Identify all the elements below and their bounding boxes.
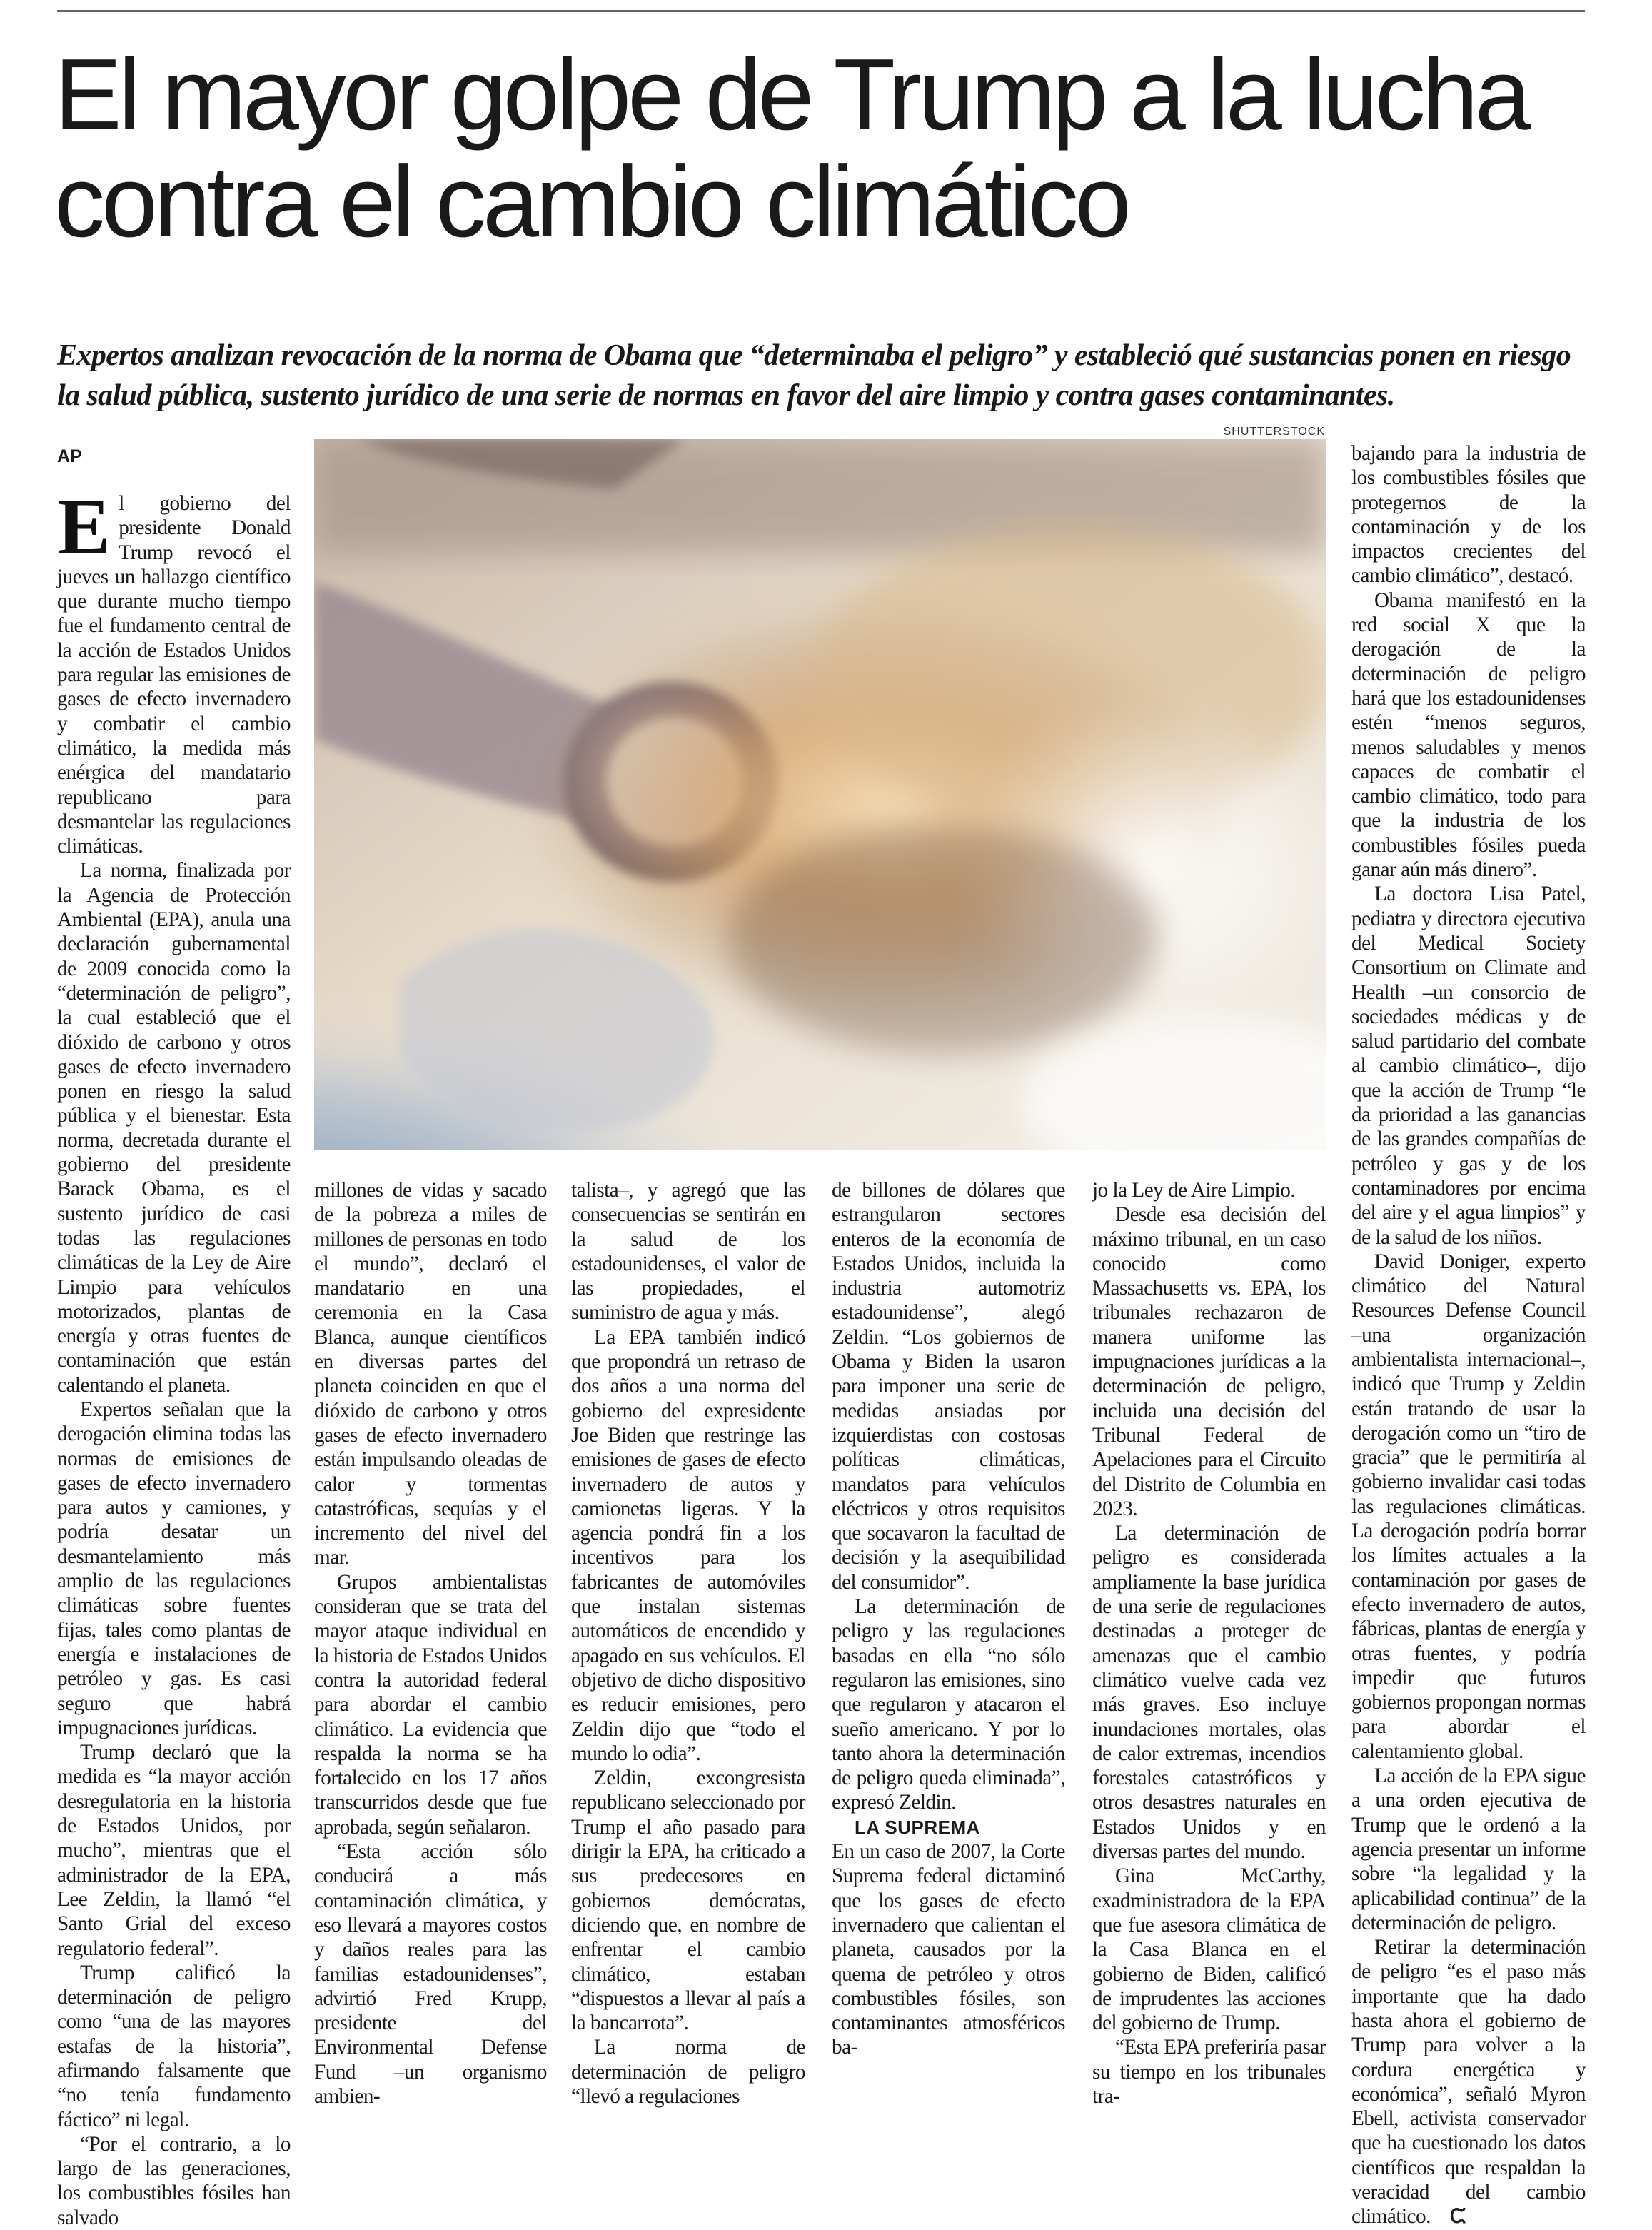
section-subhead: LA SUPREMA xyxy=(855,1816,980,1838)
article-column-3 xyxy=(571,1178,805,2109)
article-paragraph: La norma, finalizada por la Agencia de Protección Ambiental (EPA), anula una declaración gubernamental de 2009 conocida como la “determinación de peligro”, la cual estableció que el dióxido de carbono y otros gases de efecto invernadero ponen en riesgo la salud pública y el bienestar. Esta norma, decretada durante el gobierno del presidente Barack Obama, es el sustento jurídico de casi todas las regulaciones climáticas de la Ley de Aire Limpio para vehículos motorizados, plantas de energía y otras fuentes de contaminación que están calentando el planeta. xyxy=(57,859,291,1397)
drop-cap: E xyxy=(57,483,111,571)
article-paragraph: La doctora Lisa Patel, pediatra y directora ejecutiva del Medical Society Consortium on Climate and Health –un consorcio de sociedades médicas y de salud partidario del combate al cambio climático–, dijo que la acción de Trump “le da prioridad a las ganancias de las grandes compañías de petróleo y gas y de los contaminadores por encima del aire y el agua limpios” y de la salud de los niños. xyxy=(1351,883,1586,1249)
article-paragraph: Expertos señalan que la derogación elimina todas las normas de emisiones de gases de efecto invernadero para autos y camiones, y podría desatar un desmantelamiento más amplio de las regulaciones climáticas sobre fuentes fijas, tales como plantas de energía e instalaciones de petróleo y gas. Es casi seguro que habrá impugnaciones jurídicas. xyxy=(57,1397,291,1739)
article-paragraph: Desde esa decisión del máximo tribunal, en un caso conocido como Massachusetts vs. EPA, los tribunales rechazaron de manera uniforme las impugnaciones jurídicas a la determinación de peligro, incluida una decisión del Tribunal Federal de Apelaciones para el Circuito del Distrito de Columbia en 2023. xyxy=(1092,1203,1326,1520)
article-column-4 xyxy=(832,1178,1065,2060)
article-paragraph: “Esta acción sólo conducirá a más contaminación climática, y eso llevará a mayores costos y daños reales para las familias estadounidenses”, advirtió Fred Krupp, presidente del Environmental Defense Fund –un organismo ambien- xyxy=(314,1840,547,2108)
article-paragraph: Retirar la determinación de peligro “es el paso más importante que ha dado hasta ahora el gobierno de Trump para volver a la cordura energética y económica”, señaló Myron Ebell, activista conservador que ha cuestionado los datos científicos que respaldan la veracidad del cambio climático. ᙅ xyxy=(1351,1936,1586,2229)
article-paragraph: David Doniger, experto climático del Natural Resources Defense Council –una organización ambientalista internacional–, indicó que Trump y Zeldin están tratando de usar la derogación como un “tiro de gracia” que le permitiría al gobierno invalidar casi todas las regulaciones climáticas. La derogación podría borrar los límites actuales a la contaminación por gases de efecto invernadero de autos, fábricas, plantas de energía y otras fuentes, y podría impedir que futuros gobiernos propongan normas para abordar el calentamiento global. xyxy=(1351,1250,1586,1763)
top-rule xyxy=(57,10,1585,12)
article-paragraph: millones de vidas y sacado de la pobreza a miles de millones de personas en todo el mundo”, declaró el mandatario en una ceremonia en la Casa Blanca, aunque científicos en diversas partes del planeta coinciden en que el dióxido de carbono y otros gases de efecto invernadero están impulsando oleadas de calor y tormentas catastróficas, sequías y el incremento del nivel del mar. xyxy=(314,1179,547,1569)
end-mark-icon: ᙅ xyxy=(1450,2206,1466,2229)
article-paragraph: bajando para la industria de los combustibles fósiles que protegernos de la contaminación y de los impactos crecientes del cambio climático”, destacó. xyxy=(1351,442,1586,588)
article-paragraph: La determinación de peligro y las regulaciones basadas en ella “no sólo regularon las emisiones, sino que regularon y atacaron el sueño americano. Y por lo tanto ahora la determinación de peligro queda eliminada”, expresó Zeldin. xyxy=(832,1595,1065,1814)
photo-credit: SHUTTERSTOCK xyxy=(1223,426,1325,438)
article-paragraph: La norma de determinación de peligro “llevó a regulaciones xyxy=(571,2036,805,2108)
article-paragraph: La determinación de peligro es considerada ampliamente la base jurídica de una serie de regulaciones destinadas a proteger de amenazas que el cambio climático vuelve cada vez más graves. Eso incluye inundaciones mortales, olas de calor extremas, incendios forestales catastróficos y otros desastres naturales en Estados Unidos y en diversas partes del mundo. xyxy=(1092,1522,1326,1864)
article-paragraph: “Por el contrario, a lo largo de las generaciones, los combustibles fósiles han salvado xyxy=(57,2132,291,2229)
headline: El mayor golpe de Trump a la lucha contra el cambio climático xyxy=(54,38,1528,258)
article-paragraph: En un caso de 2007, la Corte Suprema federal dictaminó que los gases de efecto invernadero que calientan el planeta, causados por la quema de petróleo y otros combustibles fósiles, son contaminantes atmosféricos ba- xyxy=(832,1840,1065,2059)
article-column-6 xyxy=(1351,441,1586,2230)
article-paragraph: de billones de dólares que estrangularon sectores enteros de la economía de Estados Unidos, incluida la industria automotriz estadounidense”, alegó Zeldin. “Los gobiernos de Obama y Biden la usaron para imponer una serie de medidas ansiadas por izquierdistas con costosas políticas climáticas, mandatos para vehículos eléctricos y otros requisitos que socavaron la facultad de decisión y la asequibilidad del consumidor”. xyxy=(832,1179,1065,1594)
article-paragraph: Grupos ambientalistas consideran que se trata del mayor ataque individual en la historia de Estados Unidos contra la autoridad federal para abordar el cambio climático. La evidencia que respalda la norma se ha fortalecido en los 17 años transcurridos desde que fue aprobada, según señalaron. xyxy=(314,1570,547,1839)
byline: AP xyxy=(57,446,82,466)
article-paragraph: La acción de la EPA sigue a una orden ejecutiva de Trump que le ordenó a la agencia presentar un informe sobre “la legalidad y la aplicabilidad continua” de la determinación de peligro. xyxy=(1351,1764,1586,1934)
article-column-5 xyxy=(1092,1178,1326,2109)
article-paragraph: Trump declaró que la medida es “la mayor acción desregulatoria en la historia de Estados Unidos, por mucho”, mientras que el administrador de la EPA, Lee Zeldin, la llamó “el Santo Grial del exceso regulatorio federal”. xyxy=(57,1741,291,1960)
exhaust-smoke-image xyxy=(314,439,1326,1150)
article-paragraph: “Esta EPA preferiría pasar su tiempo en los tribunales tra- xyxy=(1092,2036,1326,2108)
article-paragraph: Zeldin, excongresista republicano seleccionado por Trump el año pasado para dirigir la EPA, ha criticado a sus predecesores en gobiernos demócratas, diciendo que, en nombre de enfrentar el cambio climático, estaban “dispuestos a llevar al país a la bancarrota”. xyxy=(571,1767,805,2035)
article-paragraph: Gina McCarthy, exadministradora de la EPA que fue asesora climática de la Casa Blanca en el gobierno de Biden, calificó de imprudentes las acciones del gobierno de Trump. xyxy=(1092,1864,1326,2035)
article-paragraph: Trump calificó la determinación de peligro como “una de las mayores estafas de la historia”, afirmando falsamente que “no tenía fundamento fáctico” ni legal. xyxy=(57,1961,291,2131)
article-paragraph: El gobierno del presidente Donald Trump revocó el jueves un hallazgo científico que durante mucho tiempo fue el fundamento central de la acción de Estados Unidos para regular las emisiones de gases de efecto invernadero y combatir el cambio climático, la medida más enérgica del mandatario republicano para desmantelar las regulaciones climáticas. xyxy=(57,483,291,858)
article-paragraph: Obama manifestó en la red social X que la derogación de la determinación de peligro hará que los estadounidenses estén “menos seguros, menos saludables y menos capaces de combatir el cambio climático, todo para que la industria de los combustibles fósiles pueda ganar aún más dinero”. xyxy=(1351,588,1586,882)
deck-subtitle: Expertos analizan revocación de la norma de Obama que “determinaba el peligro” y estableció qué sustancias ponen en riesgo la salud pública, sustento jurídico de una serie de normas en favor del aire limpio y contra gases contaminantes. xyxy=(57,339,1571,412)
exhaust-smoke-photo xyxy=(314,439,1326,1150)
article-paragraph: jo la Ley de Aire Limpio. xyxy=(1092,1179,1296,1202)
article-column-2 xyxy=(314,1178,547,2109)
article-paragraph: talista–, y agregó que las consecuencias se sentirán en la salud de los estadounidenses, el valor de las propiedades, el suministro de agua y más. xyxy=(571,1179,805,1325)
article-paragraph: La EPA también indicó que propondrá un retraso de dos años a una norma del gobierno del expresidente Joe Biden que restringe las emisiones de gases de efecto invernadero de autos y camionetas ligeras. Y la agencia pondrá fin a los incentivos para los fabricantes de automóviles que instalan sistemas automáticos de encendido y apagado en sus vehículos. El objetivo de dicho dispositivo es reducir emisiones, pero Zeldin dijo que “todo el mundo lo odia”. xyxy=(571,1325,805,1765)
article-column-1 xyxy=(57,483,291,2230)
